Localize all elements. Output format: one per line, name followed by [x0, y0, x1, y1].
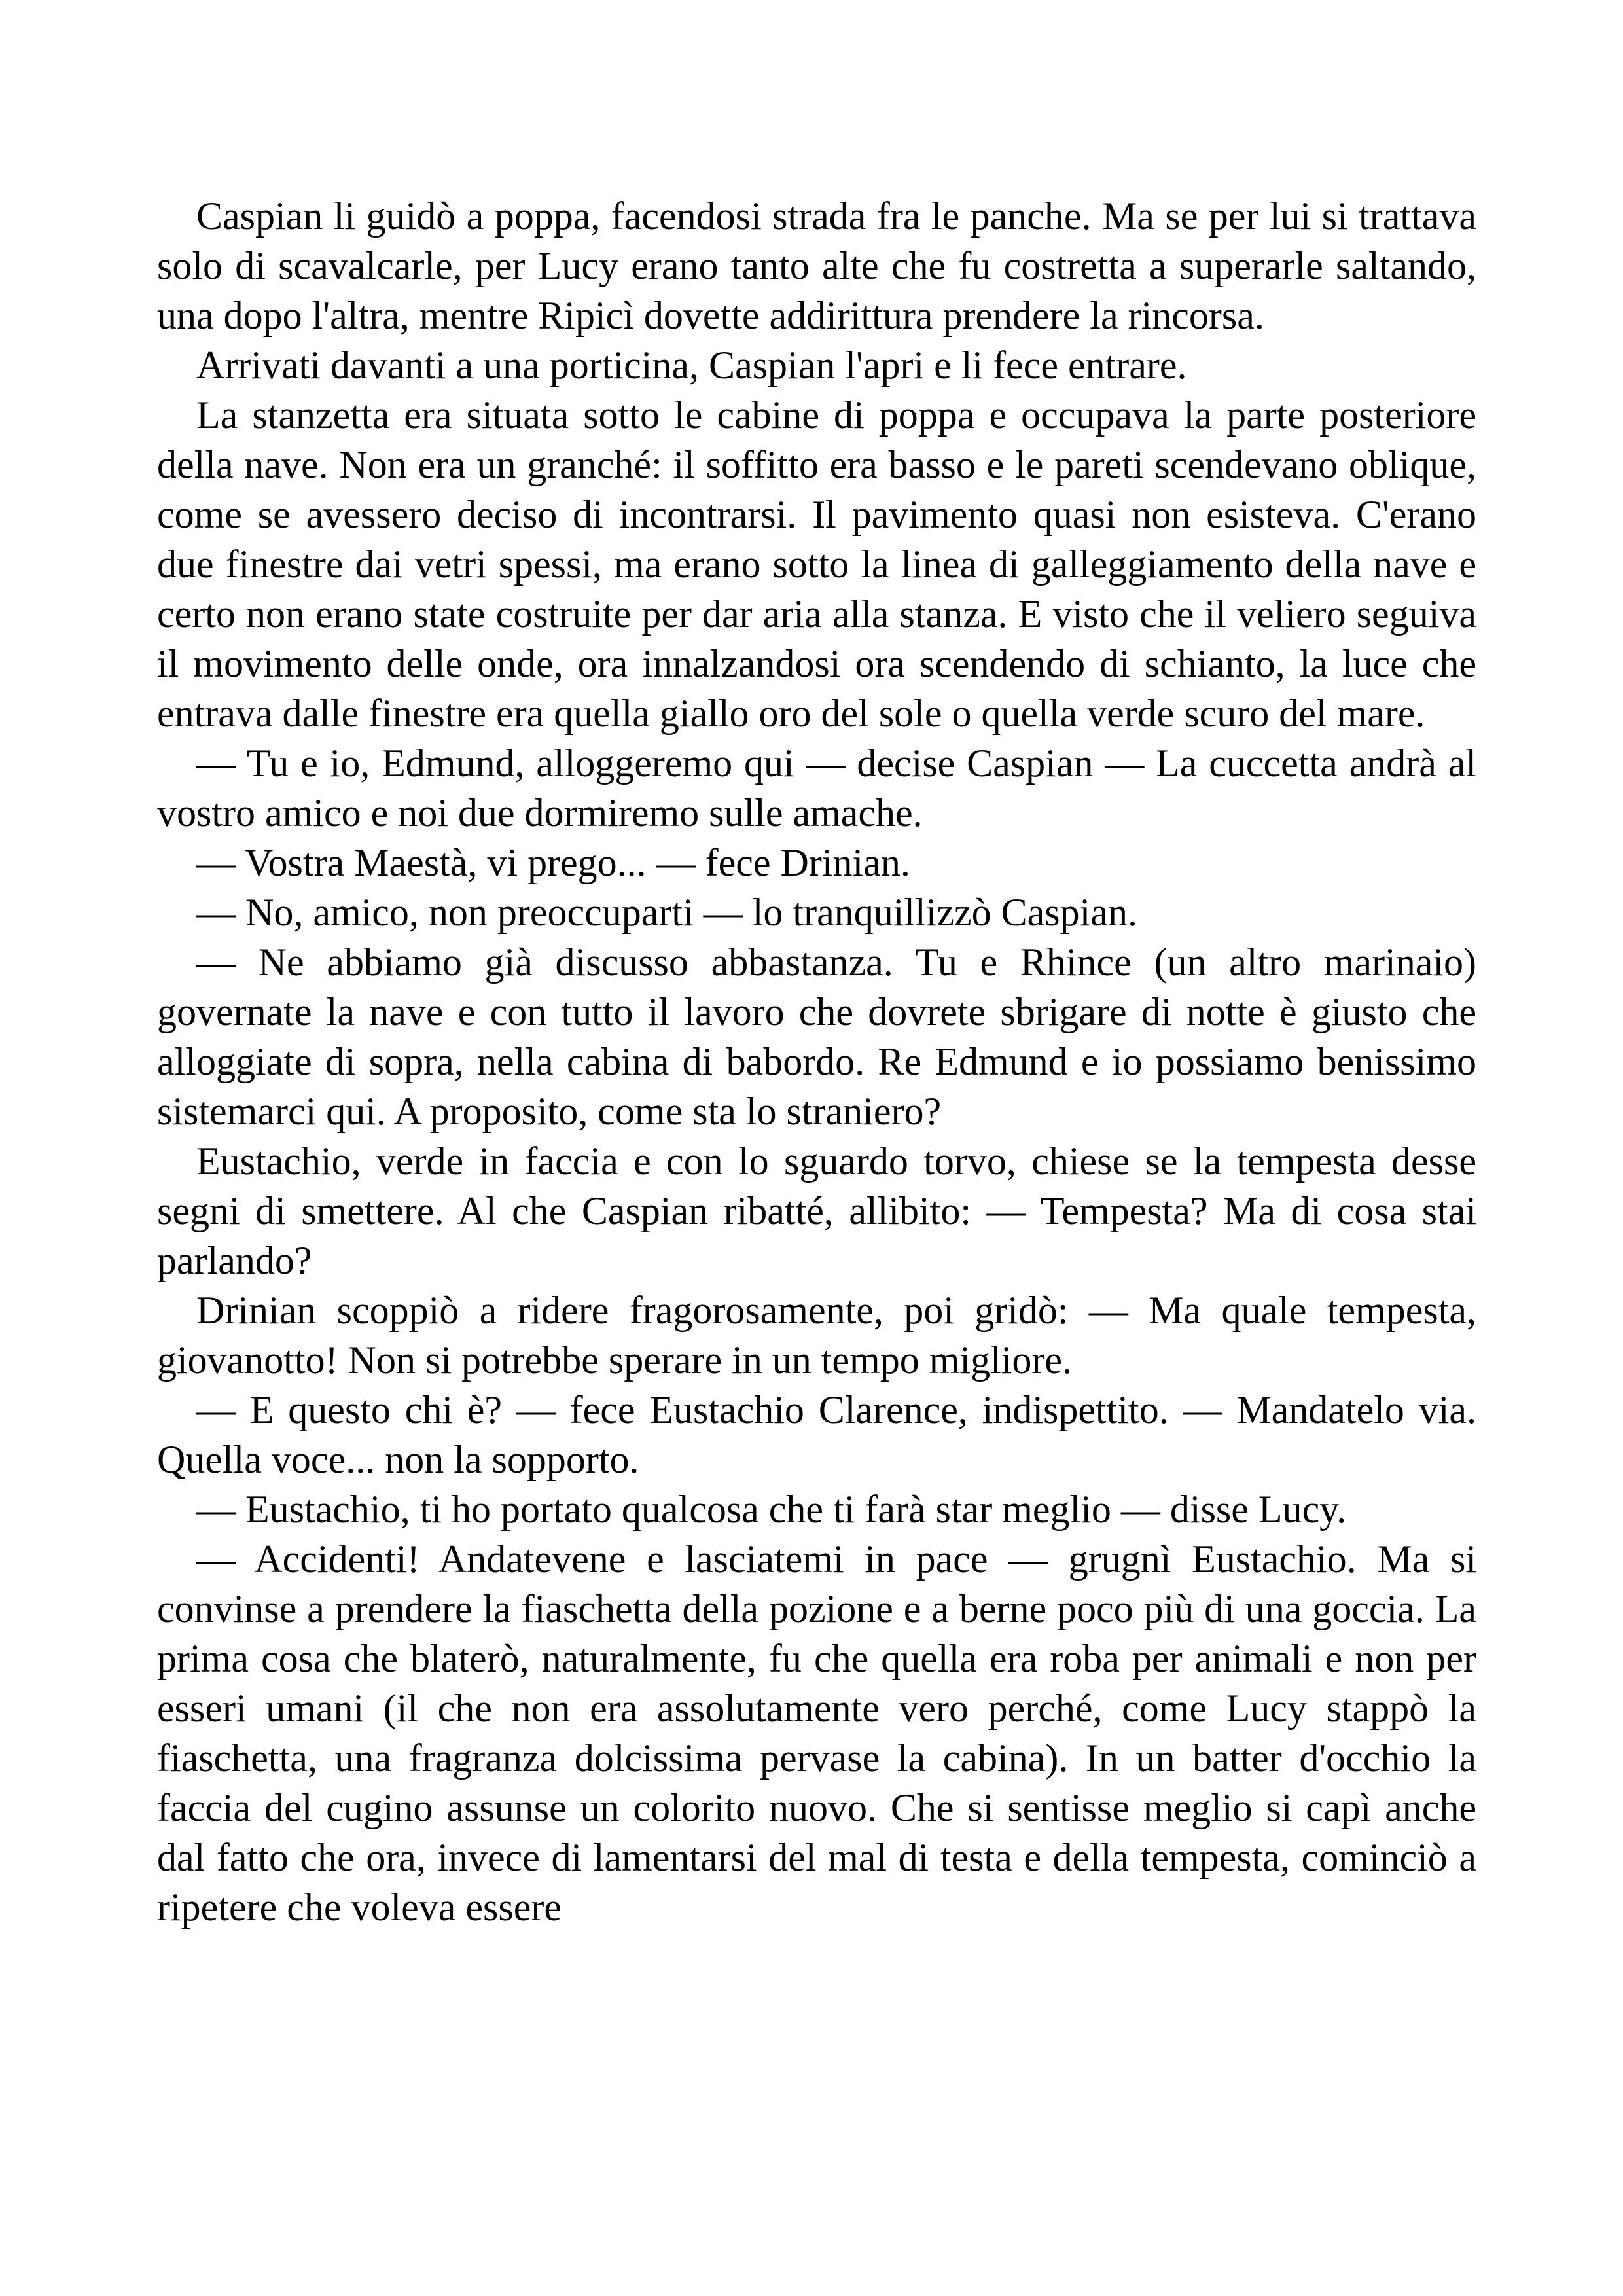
- paragraph-9: Drinian scoppiò a ridere fragorosamente, poi gridò: — Ma quale tempesta, giovanotto! Non si potrebbe sperare in un tempo migliore.: [157, 1289, 1476, 1382]
- paragraph-4: — Tu e io, Edmund, alloggeremo qui — decise Caspian — La cuccetta andrà al vostro amico e noi due dormiremo sulle amache.: [157, 742, 1476, 834]
- paragraph-8: Eustachio, verde in faccia e con lo sguardo torvo, chiese se la tempesta desse segni di smettere. Al che Caspian ribatté, allibito: — Tempesta? Ma di cosa stai parlando?: [157, 1139, 1476, 1282]
- paragraph-10: — E questo chi è? — fece Eustachio Clarence, indispettito. — Mandatelo via. Quella voce... non la sopporto.: [157, 1388, 1476, 1481]
- paragraph-5: — Vostra Maestà, vi prego... — fece Drinian.: [196, 841, 910, 884]
- paragraph-6: — No, amico, non preoccuparti — lo tranquillizzò Caspian.: [196, 891, 1137, 934]
- paragraph-11: — Eustachio, ti ho portato qualcosa che ti farà star meglio — disse Lucy.: [196, 1488, 1347, 1531]
- paragraph-7: — Ne abbiamo già discusso abbastanza. Tu e Rhince (un altro marinaio) governate la nave e con tutto il lavoro che dovrete sbrigare di notte è giusto che alloggiate di sopra, nella cabina di babordo. Re Edmund e io possiamo benissimo sistemarci qui. A proposito, come sta lo straniero?: [157, 941, 1476, 1133]
- paragraph-3: La stanzetta era situata sotto le cabine di poppa e occupava la parte posteriore della nave. Non era un granché: il soffitto era basso e le pareti scendevano oblique, come se avessero deciso di incontrarsi. Il pavimento quasi non esisteva. C'erano due finestre dai vetri spessi, ma erano sotto la linea di galleggiamento della nave e certo non erano state costruite per dar aria alla stanza. E visto che il veliero seguiva il movimento delle onde, ora innalzandosi ora scendendo di schianto, la luce che entrava dalle finestre era quella giallo oro del sole o quella verde scuro del mare.: [157, 393, 1476, 735]
- paragraph-1: Caspian li guidò a poppa, facendosi strada fra le panche. Ma se per lui si trattava solo di scavalcarle, per Lucy erano tanto alte che fu costretta a superarle saltando, una dopo l'altra, mentre Ripicì dovette addirittura prendere la rincorsa.: [157, 194, 1476, 337]
- paragraph-12: — Accidenti! Andatevene e lasciatemi in pace — grugnì Eustachio. Ma si convinse a prendere la fiaschetta della pozione e a berne poco più di una goccia. La prima cosa che blaterò, naturalmente, fu che quella era roba per animali e non per esseri umani (il che non era assolutamente vero perché, come Lucy stappò la fiaschetta, una fragranza dolcissima pervase la cabina). In un batter d'occhio la faccia del cugino assunse un colorito nuovo. Che si sentisse meglio si capì anche dal fatto che ora, invece di lamentarsi del mal di testa e della tempesta, cominciò a ripetere che voleva essere: [157, 1537, 1476, 1929]
- page-body: [157, 191, 1476, 1932]
- paragraph-2: Arrivati davanti a una porticina, Caspian l'apri e li fece entrare.: [196, 344, 1187, 387]
